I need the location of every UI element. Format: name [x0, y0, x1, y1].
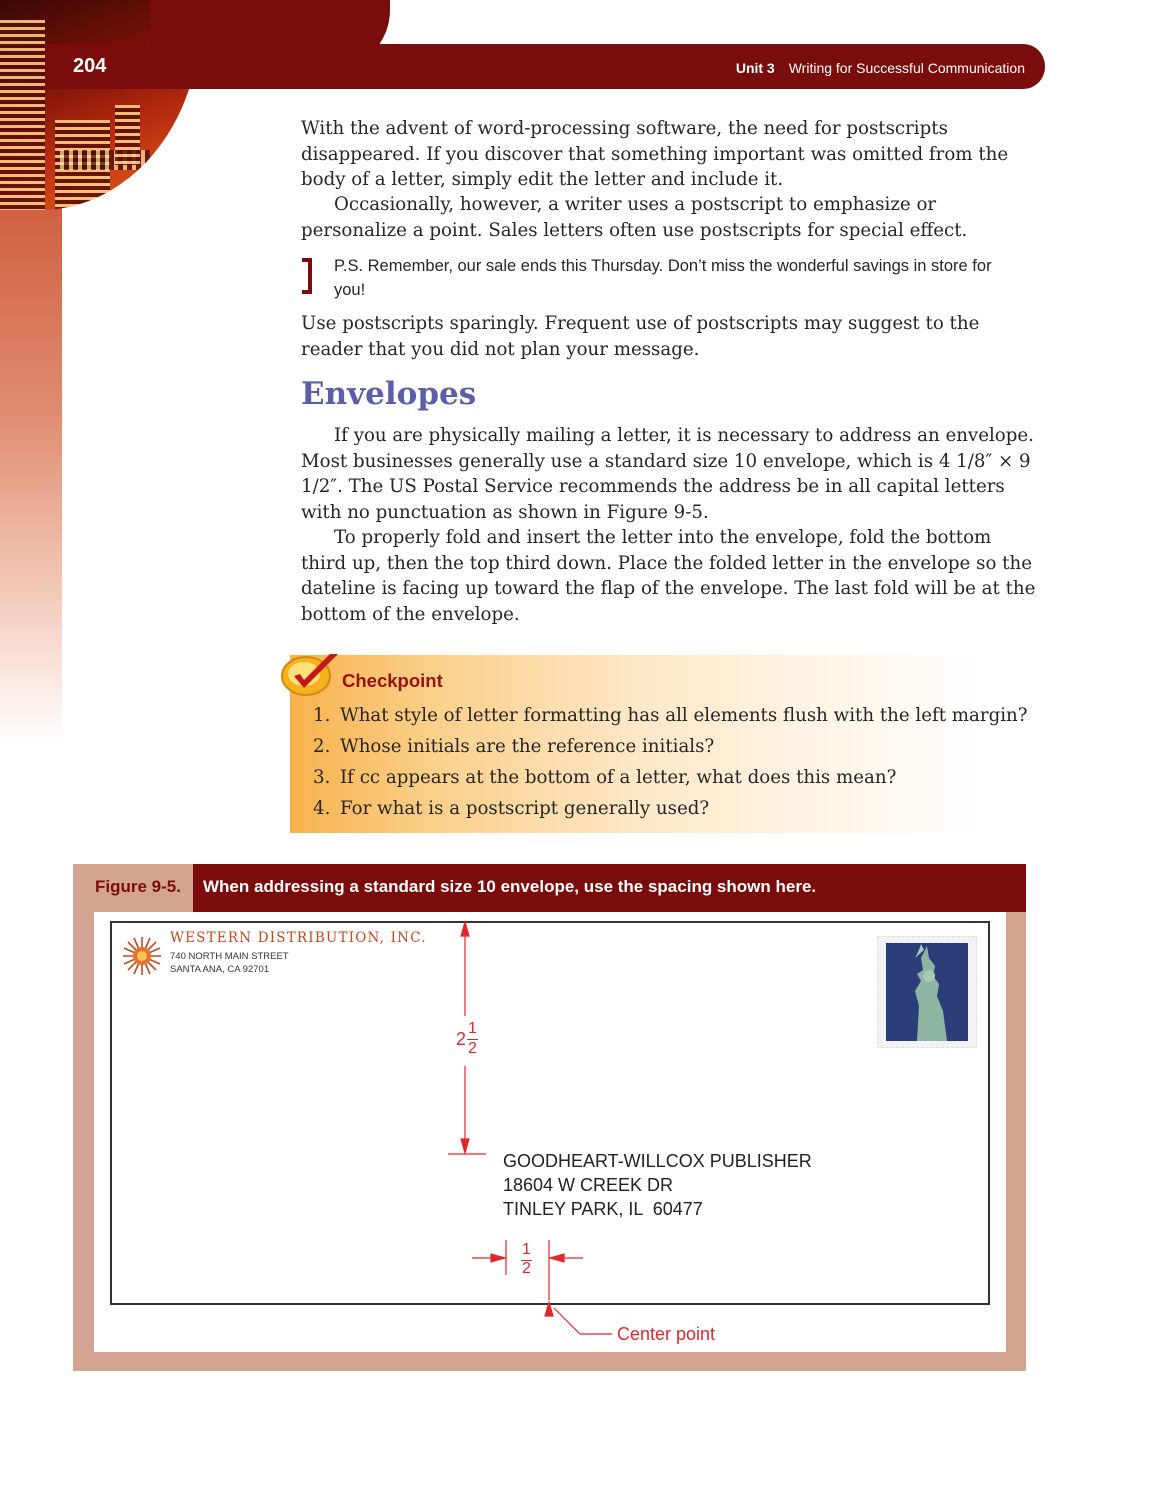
postscript-example: P.S. Remember, our sale ends this Thursday. Don’t miss the wonderful savings in store for you!: [334, 257, 992, 299]
chapter-title: Writing for Successful Communication: [788, 60, 1025, 76]
list-item: 2. Whose initials are the reference initials?: [313, 736, 715, 757]
return-street: 740 NORTH MAIN STREET: [170, 951, 289, 962]
list-item: 1. What style of letter formatting has all elements flush with the left margin?: [313, 705, 1028, 726]
company-name: WESTERN DISTRIBUTION, INC.: [170, 930, 427, 946]
page-number: 204: [73, 55, 107, 77]
paragraph-postscripts-emphasis: Occasionally, however, a writer uses a postscript to emphasize or personalize a point. Sales letters often use postscripts for special effect.: [301, 194, 968, 241]
paragraph-postscripts-intro: With the advent of word-processing software, the need for postscripts disappeared. If you discover that something important was omitted from the body of a letter, simply edit the letter and include it.: [301, 118, 1009, 191]
checkpoint-title: Checkpoint: [342, 670, 443, 691]
side-margin-dimension: 1 2: [522, 1241, 531, 1277]
figure-caption: When addressing a standard size 10 envelope, use the spacing shown here.: [203, 877, 817, 896]
envelope-outline: [110, 921, 990, 1305]
figure-label: Figure 9-5.: [95, 877, 181, 896]
checkmark-icon: [280, 652, 342, 698]
running-head: [736, 60, 1025, 76]
unit-label: Unit 3: [735, 60, 775, 76]
recipient-city: TINLEY PARK, IL 60477: [503, 1199, 703, 1219]
section-heading-envelopes: Envelopes: [301, 376, 477, 412]
paragraph-postscripts-sparingly: Use postscripts sparingly. Frequent use of postscripts may suggest to the reader that you did not plan your message.: [301, 313, 980, 360]
paragraph-envelope-size: If you are physically mailing a letter, it is necessary to address an envelope. Most businesses generally use a standard size 10 envelope, which is 4 1/8″ × 9 1/2″. The US Postal Service recommends the address be in all capital letters with no punctuation as shown in Figure 9-5.: [301, 425, 1034, 523]
example-bracket-icon: [302, 258, 312, 294]
checkpoint-questions: [313, 700, 1033, 824]
return-city: SANTA ANA, CA 92701: [170, 964, 270, 975]
recipient-name: GOODHEART-WILLCOX PUBLISHER: [503, 1151, 812, 1171]
top-margin-dimension: 2 1 2: [456, 1020, 477, 1057]
list-item: 3. If cc appears at the bottom of a letter, what does this mean?: [313, 767, 897, 788]
recipient-street: 18604 W CREEK DR: [503, 1175, 674, 1195]
postage-stamp-statue-of-liberty: [877, 936, 977, 1048]
list-item: 4. For what is a postscript generally used?: [313, 798, 710, 819]
center-point-label: Center point: [617, 1324, 716, 1344]
company-sun-logo-icon: [122, 936, 162, 976]
paragraph-folding-letter: To properly fold and insert the letter into the envelope, fold the bottom third up, then the top third down. Place the folded letter in the envelope so the dateline is facing up toward the flap of the envelope. The last fold will be at the bottom of the envelope.: [301, 527, 1036, 625]
